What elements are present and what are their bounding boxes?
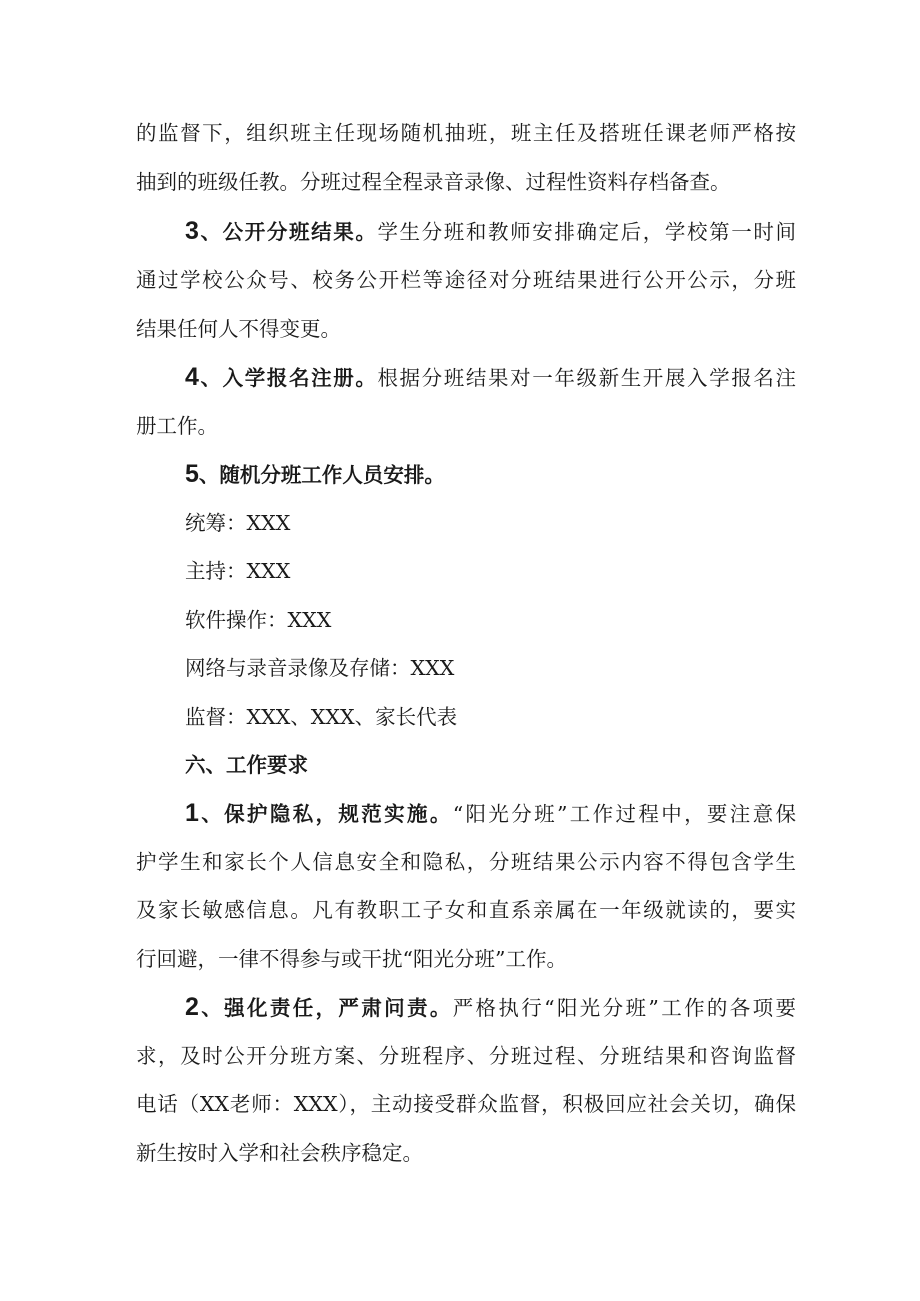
- item-5-line: [185, 459, 796, 490]
- paragraph-line: 求，及时公开分班方案、分班程序、分班过程、分班结果和咨询监督: [136, 1044, 796, 1068]
- paragraph-line: 行回避，一律不得参与或干扰“阳光分班”工作。: [136, 947, 567, 971]
- item-heading: 、入学报名注册。: [198, 366, 378, 390]
- paragraph-line: 的监督下，组织班主任现场随机抽班，班主任及搭班任课老师严格按: [136, 121, 796, 145]
- staff-host: 主持：XXX: [185, 559, 291, 583]
- paragraph-line: 通过学校公众号、校务公开栏等途径对分班结果进行公开公示，分班: [136, 268, 796, 292]
- item-heading: 、随机分班工作人员安排。: [198, 463, 445, 487]
- item-heading: 、公开分班结果。: [198, 220, 378, 244]
- item-text: 学生分班和教师安排确定后，学校第一时间: [377, 220, 796, 244]
- item-text: 根据分班结果对一年级新生开展入学报名注: [377, 366, 796, 390]
- paragraph-line: 新生按时入学和社会秩序稳定。: [136, 1141, 423, 1165]
- paragraph-line: 护学生和家长个人信息安全和隐私，分班结果公示内容不得包含学生: [136, 850, 796, 874]
- req-2-line: [185, 992, 796, 1023]
- item-number: 4: [185, 363, 199, 391]
- paragraph-line: 册工作。: [136, 414, 218, 438]
- req-1-line: [185, 798, 796, 829]
- paragraph-line: 抽到的班级任教。分班过程全程录音录像、过程性资料存档备查。: [136, 170, 731, 194]
- section-title: 六、工作要求: [185, 753, 308, 777]
- item-text: 严格执行“阳光分班”工作的各项要: [452, 996, 796, 1020]
- paragraph-line: 及家长敏感信息。凡有教职工子女和直系亲属在一年级就读的，要实: [136, 898, 796, 922]
- staff-network: 网络与录音录像及存储：XXX: [185, 656, 455, 680]
- item-heading: 、保护隐私，规范实施。: [198, 802, 453, 826]
- item-number: 3: [185, 217, 199, 245]
- paragraph-line: 结果任何人不得变更。: [136, 317, 341, 341]
- item-text: “阳光分班”工作过程中，要注意保: [452, 802, 796, 826]
- paragraph-line: 电话（XX老师：XXX），主动接受群众监督，积极回应社会关切，确保: [136, 1092, 796, 1116]
- item-heading: 、强化责任，严肃问责。: [198, 996, 453, 1020]
- item-4-line: [185, 362, 796, 393]
- item-number: 5: [185, 460, 199, 488]
- item-number: 2: [185, 993, 199, 1021]
- staff-software: 软件操作：XXX: [185, 608, 332, 632]
- item-3-line: [185, 216, 796, 247]
- staff-supervision: 监督：XXX、XXX、家长代表: [185, 705, 458, 729]
- staff-coordinator: 统筹：XXX: [185, 511, 291, 535]
- item-number: 1: [185, 799, 199, 827]
